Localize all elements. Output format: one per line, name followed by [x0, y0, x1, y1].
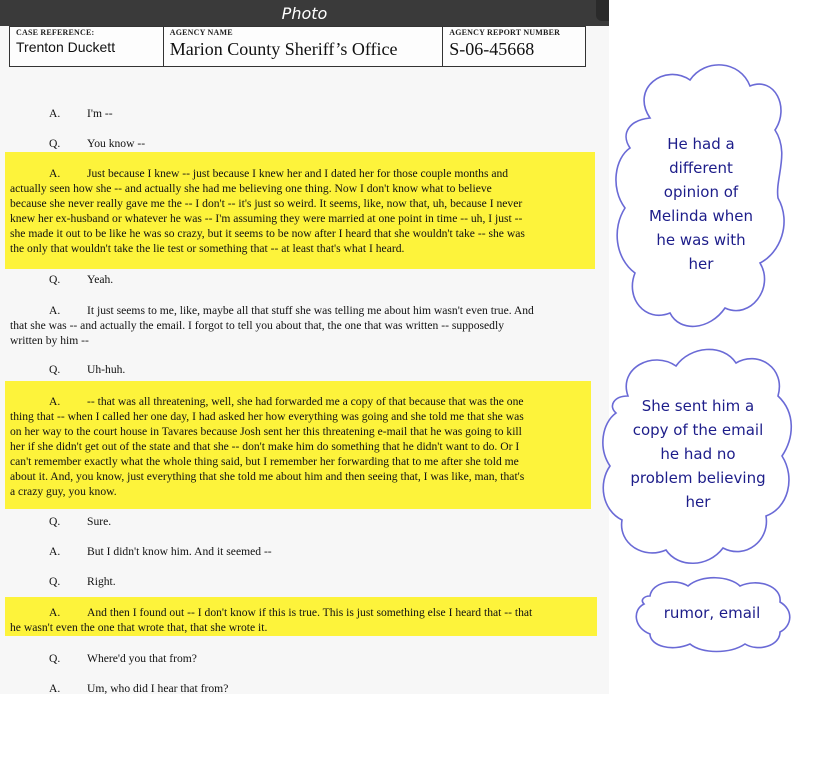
transcript-line: I'm -- — [87, 107, 113, 120]
report-number-value: S-06-45668 — [449, 39, 535, 59]
note-cloud-3 — [630, 574, 794, 654]
window-corner — [596, 0, 609, 21]
note-text-1 — [626, 132, 776, 276]
note-text-2 — [608, 394, 788, 514]
note-line: Melinda when — [648, 207, 753, 225]
speaker-label: A. — [49, 167, 61, 180]
transcript-line: And then I found out -- I don't know if this is true. This is just something else I heard that -- that — [87, 606, 533, 619]
transcript-line: Um, who did I hear that from? — [87, 682, 229, 694]
note-line: rumor, email — [663, 604, 761, 622]
report-header — [9, 26, 586, 67]
note-line: copy of the email — [632, 421, 764, 439]
note-line: her — [688, 255, 714, 273]
note-line: opinion of — [663, 183, 739, 201]
speaker-label: Q. — [49, 363, 61, 376]
transcript-line: thing that -- when I called her one day, I had asked her how everything was going and she told me that she was — [10, 410, 524, 423]
transcript-line: Right. — [87, 575, 116, 588]
report-number-label: AGENCY REPORT NUMBER — [449, 28, 561, 37]
note-line: problem believing — [630, 469, 766, 487]
report-number-cell — [443, 27, 585, 66]
agency-name-value: Marion County Sheriff’s Office — [169, 39, 398, 59]
note-cloud-2 — [598, 338, 798, 570]
note-line: She sent him a — [641, 397, 755, 415]
transcript-line: she made it out to be like he was so crazy, but it seems to be now after I heard that she wouldn't take -- she was — [10, 227, 525, 240]
transcript-line: But I didn't know him. And it seemed -- — [87, 545, 272, 558]
speaker-label: Q. — [49, 515, 61, 528]
transcript-line: Sure. — [87, 515, 112, 528]
transcript-line: It just seems to me, like, maybe all that stuff she was telling me about him wasn't even true. And — [87, 304, 534, 317]
transcript-line: can't remember exactly what the whole thing said, but I remember her forwarding that to me after she told me — [10, 455, 519, 468]
note-cloud-1 — [610, 58, 792, 338]
transcript-line: about it. And, you know, just everything that she told me about him and then seeing that, I was like, man, that's — [10, 470, 525, 483]
case-reference-cell — [10, 27, 164, 66]
transcript-line: Where'd you that from? — [87, 652, 197, 665]
transcript-line: a crazy guy, you know. — [10, 485, 117, 498]
speaker-label: A. — [49, 395, 61, 408]
agency-name-cell — [164, 27, 444, 66]
speaker-label: Q. — [49, 652, 61, 665]
note-line: he had no — [660, 445, 736, 463]
speaker-label: A. — [49, 682, 61, 694]
transcript-line: on her way to the court house in Tavares because Josh sent her this threatening e-mail that he was going to kill — [10, 425, 522, 438]
viewer-title: Photo — [281, 4, 328, 23]
case-reference-label: CASE REFERENCE: — [16, 28, 95, 37]
note-line: he was with — [656, 231, 746, 249]
speaker-label: A. — [49, 606, 61, 619]
speaker-label: Q. — [49, 575, 61, 588]
note-line: her — [685, 493, 711, 511]
agency-name-label: AGENCY NAME — [169, 28, 233, 37]
transcript-line: Yeah. — [87, 273, 114, 286]
speaker-label: Q. — [49, 273, 61, 286]
transcript-line: because she never really gave me the -- I don't -- it's just so weird. It seems, like, now that, uh, because I never — [10, 197, 523, 210]
speaker-label: Q. — [49, 137, 61, 150]
note-text-3 — [640, 601, 784, 625]
speaker-label: A. — [49, 304, 61, 317]
transcript-line: he wasn't even the one that wrote that, that she wrote it. — [10, 621, 268, 634]
case-reference-value: Trenton Duckett — [16, 39, 116, 55]
speaker-label: A. — [49, 107, 61, 120]
transcript-line: -- that was all threatening, well, she had forwarded me a copy of that because that was the one — [87, 395, 524, 408]
transcript-line: Uh-huh. — [87, 363, 126, 376]
transcript-line: Just because I knew -- just because I knew her and I dated her for those couple months and — [87, 167, 509, 180]
transcript-line: actually seen how she -- and actually she had me believing one thing. Now I don't know what to believe — [10, 182, 492, 195]
transcript-line: her if she didn't get out of the state and that she -- don't make him do something that he didn't want to do. Or I — [10, 440, 520, 453]
transcript-line: that she was -- and actually the email. I forgot to tell you about that, the one that was written -- supposedly — [10, 319, 505, 332]
transcript-line: written by him -- — [10, 334, 89, 347]
speaker-label: A. — [49, 545, 61, 558]
transcript-line: knew her ex-husband or whatever he was -- I'm assuming they were married at one point in time -- uh, I just -- — [10, 212, 523, 225]
note-line: different — [669, 159, 733, 177]
note-line: He had a — [667, 135, 735, 153]
transcript-line: You know -- — [87, 137, 146, 150]
transcript-line: the only that wouldn't take the lie test or something that -- at least that's what I heard. — [10, 242, 405, 255]
